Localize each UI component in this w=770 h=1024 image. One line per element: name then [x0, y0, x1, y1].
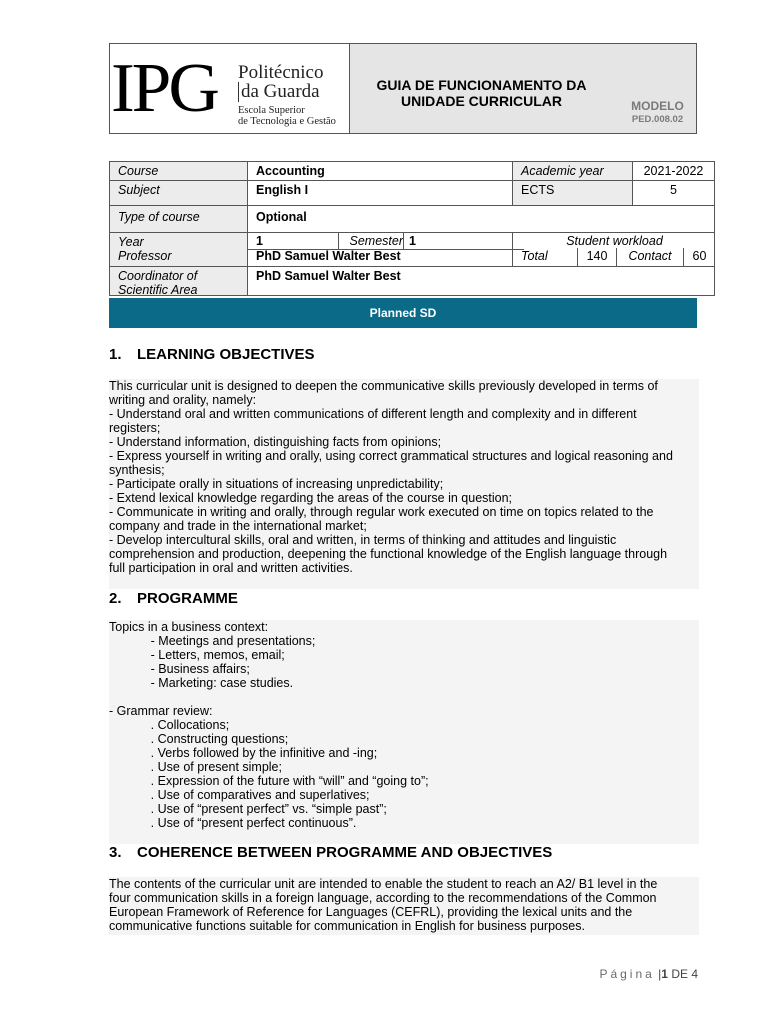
section-number: 3. — [109, 844, 122, 861]
programme-text — [109, 620, 699, 844]
course-label: Course — [109, 161, 248, 181]
modelo-code: PED.008.02 — [631, 114, 684, 125]
workload-label: Student workload — [566, 234, 663, 248]
year-professor-labels — [109, 232, 248, 267]
section-number: 1. — [109, 346, 122, 363]
text-line: - Meetings and presentations; — [109, 634, 316, 648]
text-line: European Framework of Reference for Languages (CEFRL), providing the lexical units and the — [109, 905, 633, 919]
text-line: The contents of the curricular unit are intended to enable the student to reach an A2/ B1 level in the — [109, 877, 658, 891]
text-line: . Use of “present perfect” vs. “simple past”; — [109, 802, 387, 816]
planned-sd-bar: Planned SD — [109, 298, 697, 328]
academic-year-label: Academic year — [512, 161, 633, 181]
ects-value: 5 — [632, 180, 715, 206]
coordinator-label-line2: Scientific Area — [118, 283, 198, 297]
section-number: 2. — [109, 590, 122, 607]
coordinator-value: PhD Samuel Walter Best — [247, 266, 715, 296]
text-line: - Grammar review: — [109, 704, 213, 718]
text-line: . Use of present simple; — [109, 760, 282, 774]
total-value: 140 — [577, 248, 617, 267]
academic-year-value: 2021-2022 — [632, 161, 715, 181]
student-workload — [512, 232, 715, 267]
text-line: comprehension and production, deepening the functional knowledge of the English language through — [109, 547, 668, 561]
year-value: 1 — [248, 233, 339, 250]
text-line: - Letters, memos, email; — [109, 648, 285, 662]
page-word: Página — [599, 967, 655, 981]
subject-label: Subject — [109, 180, 248, 206]
document-title-line2: UNIDADE CURRICULAR — [401, 93, 562, 109]
text-line — [109, 690, 699, 704]
section-title: COHERENCE BETWEEN PROGRAMME AND OBJECTIVES — [137, 844, 553, 861]
page-total: DE 4 — [671, 967, 698, 981]
logo-ipg-letters: IPG — [110, 50, 217, 127]
text-line: writing and orality, namely: — [109, 393, 257, 407]
section-heading-learning-objectives — [109, 346, 315, 364]
year-professor-values — [247, 232, 513, 267]
text-line: company and trade in the international market; — [109, 519, 367, 533]
text-line: synthesis; — [109, 463, 165, 477]
total-label: Total — [521, 249, 548, 263]
document-header — [109, 43, 697, 134]
section-title: PROGRAMME — [137, 590, 238, 607]
contact-label: Contact — [628, 249, 672, 263]
type-of-course-label: Type of course — [109, 205, 248, 233]
professor-value: PhD Samuel Walter Best — [256, 249, 401, 263]
course-value: Accounting — [247, 161, 513, 181]
section-heading-coherence — [109, 844, 552, 862]
text-line: communicative functions suitable for communication in English for business purposes. — [109, 919, 585, 933]
subject-value: English I — [247, 180, 513, 206]
text-line: . Collocations; — [109, 718, 230, 732]
logo-escola — [238, 105, 336, 127]
page-separator: | — [658, 967, 662, 981]
text-line: - Business affairs; — [109, 662, 250, 676]
section-heading-programme — [109, 590, 238, 608]
text-line: - Communicate in writing and orally, through regular work executed on time on topics related to the — [109, 505, 654, 519]
course-info-table — [109, 161, 715, 296]
text-line: . Constructing questions; — [109, 732, 289, 746]
text-line: - Participate orally in situations of increasing unpredictability; — [109, 477, 444, 491]
logo-escola-line1: Escola Superior — [238, 105, 305, 116]
coherence-text — [109, 877, 699, 935]
text-line: Topics in a business context: — [109, 620, 269, 634]
document-title — [349, 77, 614, 109]
modelo-block — [620, 100, 695, 126]
ects-label: ECTS — [512, 180, 633, 206]
text-line: . Use of comparatives and superlatives; — [109, 788, 370, 802]
logo-da-guarda: da Guarda — [238, 82, 320, 102]
text-line: - Understand oral and written communications of different length and complexity and in different — [109, 407, 637, 421]
section-title: LEARNING OBJECTIVES — [137, 346, 315, 363]
text-line: This curricular unit is designed to deepen the communicative skills previously developed in terms of — [109, 379, 658, 393]
page-number: 1 — [661, 967, 668, 981]
text-line: . Expression of the future with “will” and “going to”; — [109, 774, 429, 788]
professor-label: Professor — [118, 249, 172, 263]
ipg-logo — [110, 44, 350, 133]
text-line: - Marketing: case studies. — [109, 676, 294, 690]
page-footer — [599, 967, 698, 981]
semester-value: 1 — [403, 233, 524, 250]
text-line: four communication skills in a foreign language, according to the recommendations of the Common — [109, 891, 657, 905]
text-line: . Use of “present perfect continuous”. — [109, 816, 357, 830]
logo-escola-line2: de Tecnologia e Gestão — [238, 116, 336, 127]
text-line: . Verbs followed by the infinitive and -ing; — [109, 746, 378, 760]
learning-objectives-text — [109, 379, 699, 589]
coordinator-label — [109, 266, 248, 296]
year-label: Year — [118, 235, 144, 249]
type-of-course-value: Optional — [247, 205, 715, 233]
text-line: full participation in oral and written activities. — [109, 561, 353, 575]
text-line: - Express yourself in writing and orally, using correct grammatical structures and logical reasoning and — [109, 449, 673, 463]
text-line: - Develop intercultural skills, oral and written, in terms of thinking and attitudes and linguistic — [109, 533, 617, 547]
coordinator-label-line1: Coordinator of — [118, 269, 198, 283]
logo-politecnico: Politécnico — [238, 62, 324, 83]
document-title-line1: GUIA DE FUNCIONAMENTO DA — [376, 77, 587, 93]
modelo-label: MODELO — [631, 99, 684, 113]
text-line: registers; — [109, 421, 161, 435]
text-line: - Understand information, distinguishing facts from opinions; — [109, 435, 442, 449]
text-line: - Extend lexical knowledge regarding the areas of the course in question; — [109, 491, 513, 505]
contact-value: 60 — [683, 248, 715, 267]
semester-label: Semester — [323, 233, 403, 250]
